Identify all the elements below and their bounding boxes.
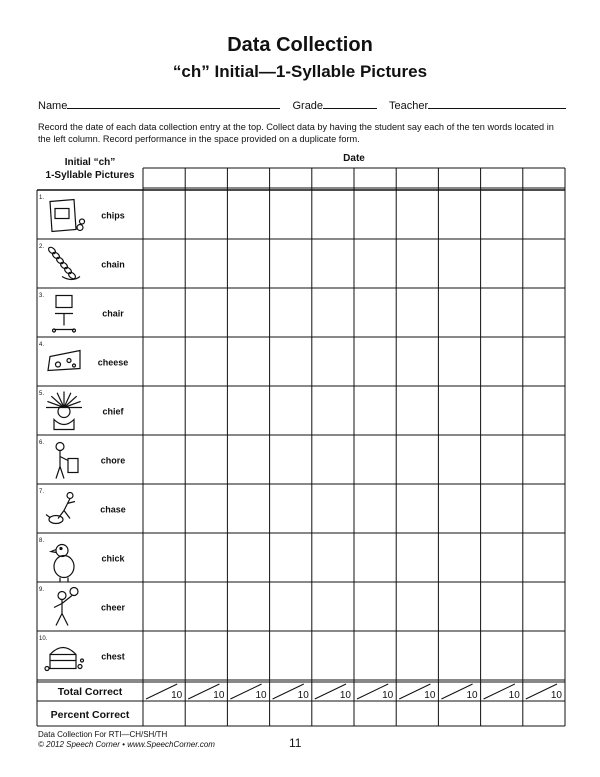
response-cell[interactable] [228,632,269,680]
percent-cell[interactable] [186,702,227,726]
percent-cell[interactable] [228,702,269,726]
total-denominator: 10 [424,690,436,701]
response-cell[interactable] [439,534,480,582]
item-number: 4. [39,342,45,348]
item-word: cheer [100,602,126,613]
response-cell[interactable] [481,240,522,288]
response-cell[interactable] [355,485,396,533]
response-cell[interactable] [523,191,564,239]
response-cell[interactable] [270,583,311,631]
cheer-icon [54,588,78,626]
response-cell[interactable] [228,289,269,337]
response-cell[interactable] [397,191,438,239]
response-cell[interactable] [355,240,396,288]
response-cell[interactable] [144,191,185,239]
response-cell[interactable] [481,387,522,435]
item-word: cheese [97,357,129,368]
chain-icon [47,246,80,280]
response-cell[interactable] [355,632,396,680]
response-cell[interactable] [439,436,480,484]
response-cell[interactable] [186,534,227,582]
response-cell[interactable] [523,338,564,386]
item-word: chain [101,259,125,270]
response-cell[interactable] [397,289,438,337]
percent-cell[interactable] [397,702,438,726]
response-cell[interactable] [439,289,480,337]
response-cell[interactable] [312,387,353,435]
response-cell[interactable] [270,338,311,386]
response-cell[interactable] [144,436,185,484]
response-cell[interactable] [186,583,227,631]
total-denominator: 10 [255,690,267,701]
response-cell[interactable] [186,632,227,680]
response-cell[interactable] [481,191,522,239]
item-number: 5. [39,391,45,397]
response-cell[interactable] [144,534,185,582]
response-cell[interactable] [523,485,564,533]
response-cell[interactable] [186,289,227,337]
response-cell[interactable] [270,485,311,533]
response-cell[interactable] [312,632,353,680]
item-number: 6. [39,440,45,446]
response-cell[interactable] [439,387,480,435]
response-cell[interactable] [228,338,269,386]
response-cell[interactable] [397,436,438,484]
treasure-chest-icon [45,648,84,671]
response-cell[interactable] [270,632,311,680]
item-word: chips [101,210,125,221]
response-cell[interactable] [228,583,269,631]
response-cell[interactable] [481,289,522,337]
response-cell[interactable] [144,485,185,533]
response-cell[interactable] [481,583,522,631]
percent-cell[interactable] [523,702,564,726]
response-cell[interactable] [312,583,353,631]
response-cell[interactable] [312,485,353,533]
item-number: 9. [39,587,45,593]
response-cell[interactable] [355,436,396,484]
table-grid-lines [37,168,565,726]
item-number: 1. [39,195,45,201]
chief-icon [46,392,82,430]
item-word: chick [101,553,125,564]
total-denominator: 10 [466,690,478,701]
teacher-label: Teacher [388,100,429,112]
percent-cell[interactable] [312,702,353,726]
page-title: Data Collection [227,34,373,56]
total-denominator: 10 [550,690,562,701]
grade-label: Grade [292,100,324,112]
header-left-line2: 1-Syllable Pictures [45,170,135,181]
footer-copyright: © 2012 Speech Corner • www.SpeechCorner.com [38,740,215,749]
response-cell[interactable] [312,436,353,484]
response-cell[interactable] [355,534,396,582]
percent-cell[interactable] [481,702,522,726]
response-cell[interactable] [312,240,353,288]
percent-cell[interactable] [439,702,480,726]
response-cell[interactable] [355,583,396,631]
response-cell[interactable] [355,191,396,239]
item-number: 8. [39,538,45,544]
total-denominator: 10 [339,690,351,701]
response-cell[interactable] [228,534,269,582]
item-word: chief [102,406,124,417]
response-cell[interactable] [144,387,185,435]
response-cell[interactable] [397,338,438,386]
instructions: Record the date of each data collection entry at the top. Collect data by having the student say each of the ten words located in the left column. Record performance in the space provided on a duplicate form. [38,122,554,144]
response-cell[interactable] [228,436,269,484]
total-correct-label: Total Correct [57,686,123,698]
footer-title: Data Collection For RTI—CH/SH/TH [38,730,168,739]
response-cell[interactable] [186,485,227,533]
response-cell[interactable] [355,338,396,386]
item-number: 10. [39,636,48,642]
response-cell[interactable] [523,583,564,631]
response-cell[interactable] [270,436,311,484]
response-cell[interactable] [523,534,564,582]
response-cell[interactable] [312,534,353,582]
response-cell[interactable] [228,240,269,288]
response-cell[interactable] [312,289,353,337]
total-denominator: 10 [213,690,225,701]
response-cell[interactable] [397,240,438,288]
response-cell[interactable] [228,485,269,533]
response-cell[interactable] [186,191,227,239]
chore-icon [56,443,78,479]
percent-cell[interactable] [355,702,396,726]
response-cell[interactable] [439,632,480,680]
response-cell[interactable] [397,485,438,533]
response-cell[interactable] [523,436,564,484]
response-cell[interactable] [397,534,438,582]
page-subtitle: “ch” Initial—1-Syllable Pictures [172,62,428,81]
item-number: 2. [39,244,45,250]
item-word: chase [100,504,126,515]
response-cell[interactable] [481,632,522,680]
response-cell[interactable] [439,191,480,239]
response-cell[interactable] [439,240,480,288]
response-cell[interactable] [144,583,185,631]
percent-cell[interactable] [144,702,185,726]
response-cell[interactable] [312,191,353,239]
response-cell[interactable] [481,534,522,582]
total-denominator: 10 [508,690,520,701]
response-cell[interactable] [270,191,311,239]
header-left-line1: Initial “ch” [64,157,116,168]
chase-icon [46,493,75,524]
cheese-icon [48,351,80,371]
item-word: chest [101,651,125,662]
name-label: Name [38,100,68,112]
response-cell[interactable] [186,436,227,484]
response-cell[interactable] [270,240,311,288]
response-cell[interactable] [523,240,564,288]
response-cell[interactable] [144,289,185,337]
response-cell[interactable] [355,289,396,337]
response-cell[interactable] [144,240,185,288]
total-denominator: 10 [382,690,394,701]
percent-cell[interactable] [270,702,311,726]
response-cell[interactable] [439,338,480,386]
page-number: 11 [289,736,302,750]
response-cell[interactable] [186,338,227,386]
response-cell[interactable] [144,632,185,680]
total-denominator: 10 [171,690,183,701]
response-cell[interactable] [228,191,269,239]
chick-icon [51,545,74,582]
response-cell[interactable] [481,436,522,484]
response-cell[interactable] [523,289,564,337]
response-cell[interactable] [523,387,564,435]
response-cell[interactable] [312,338,353,386]
response-cell[interactable] [186,240,227,288]
response-cell[interactable] [397,583,438,631]
response-cell[interactable] [186,387,227,435]
chips-bag-icon [50,200,85,232]
total-denominator: 10 [297,690,309,701]
response-cell[interactable] [228,387,269,435]
item-number: 7. [39,489,45,495]
chair-icon [53,296,76,333]
date-header: Date [343,153,365,164]
response-cell[interactable] [270,387,311,435]
response-cell[interactable] [481,338,522,386]
response-cell[interactable] [355,387,396,435]
response-cell[interactable] [439,485,480,533]
item-word: chore [100,455,126,466]
response-cell[interactable] [270,534,311,582]
response-cell[interactable] [270,289,311,337]
response-cell[interactable] [397,632,438,680]
response-cell[interactable] [439,583,480,631]
response-cell[interactable] [523,632,564,680]
item-word: chair [102,308,124,319]
response-cell[interactable] [397,387,438,435]
item-number: 3. [39,293,45,299]
response-cell[interactable] [481,485,522,533]
response-cell[interactable] [144,338,185,386]
percent-correct-label: Percent Correct [50,709,130,721]
